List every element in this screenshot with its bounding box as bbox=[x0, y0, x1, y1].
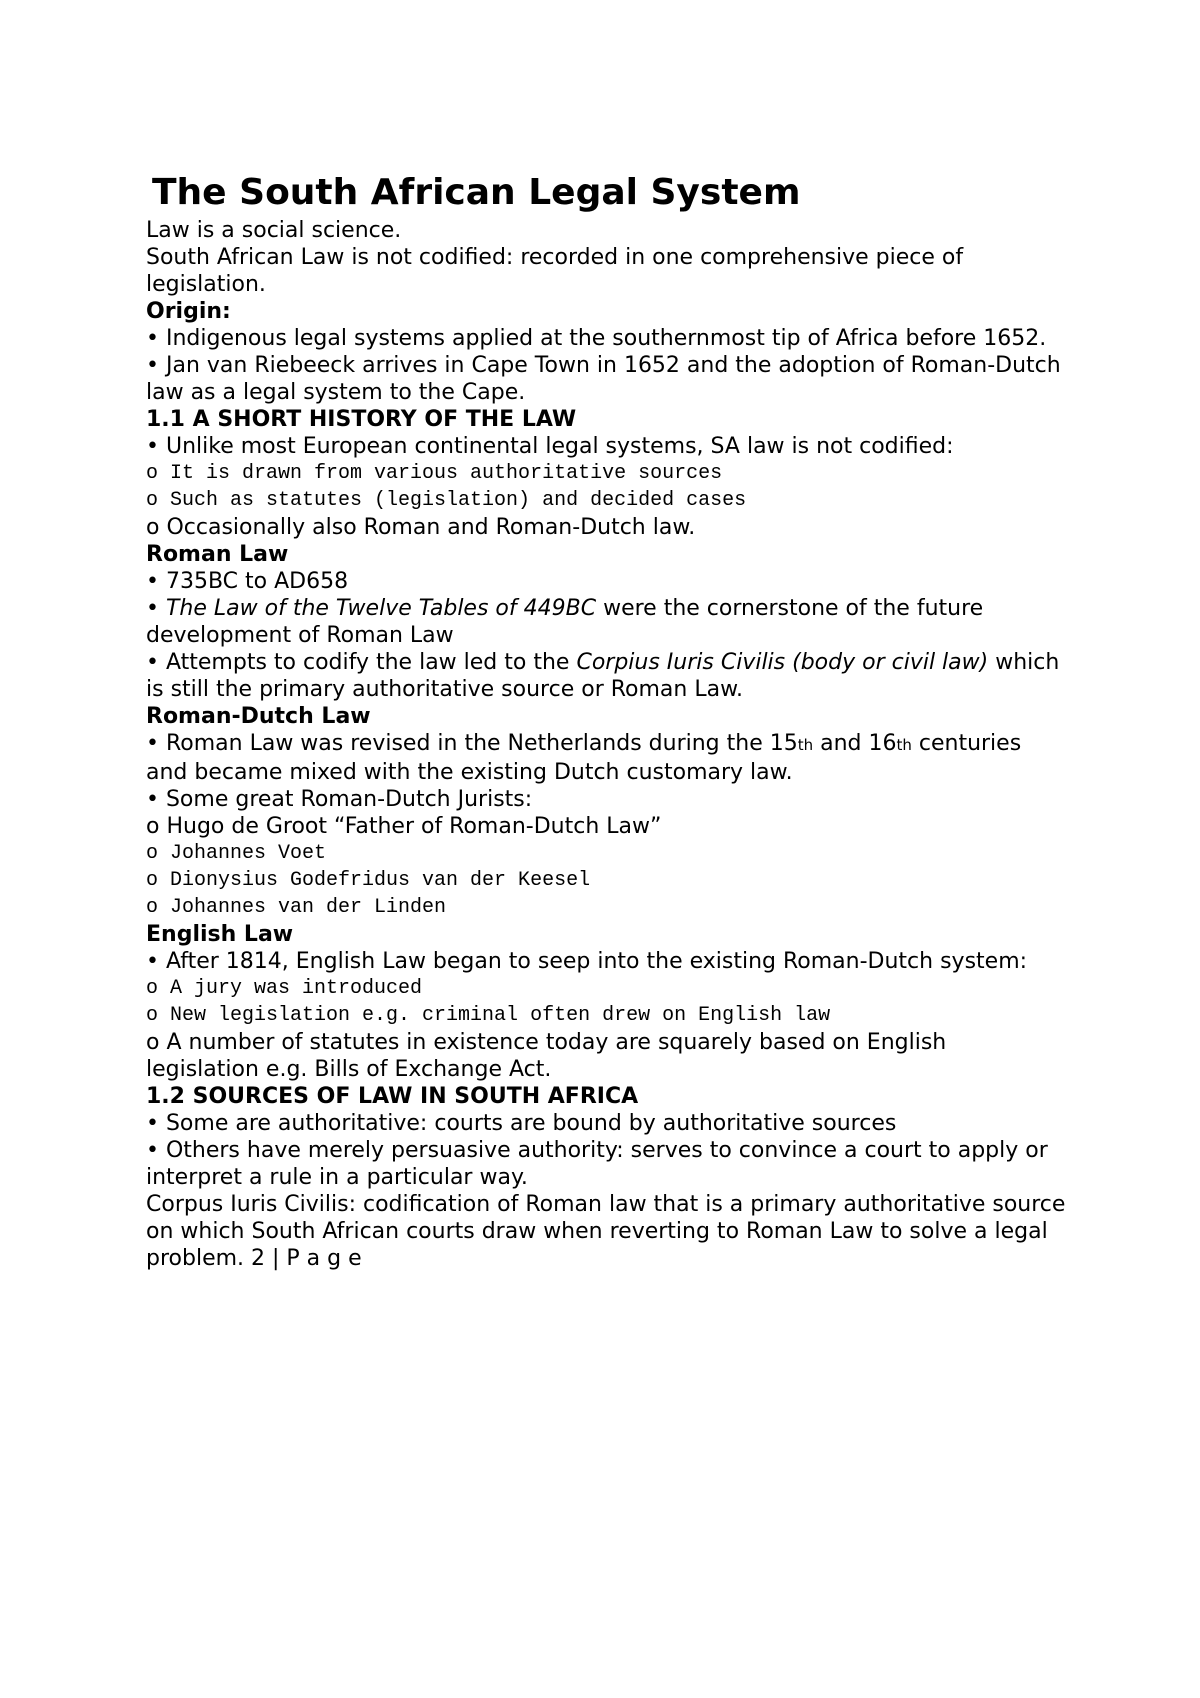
heading-english-law: English Law bbox=[146, 922, 294, 947]
paragraph-law-social-science: Law is a social science. bbox=[146, 218, 402, 243]
jurist-item-1: o Hugo de Groot “Father of Roman-Dutch Law” bbox=[146, 814, 662, 839]
document-body bbox=[146, 173, 1066, 1272]
roman-bullet-2-italic: The Law of the Twelve Tables of 449BC bbox=[165, 596, 597, 621]
english-sub-item-2: o New legislation e.g. criminal often drew on English law bbox=[146, 1004, 831, 1027]
jurist-item-3: o Dionysius Godefridus van der Keesel bbox=[146, 869, 591, 892]
heading-roman-dutch-law: Roman-Dutch Law bbox=[146, 704, 371, 729]
roman-bullet-2-prefix: • bbox=[146, 596, 166, 621]
rd-text-b: and 16 bbox=[813, 731, 897, 756]
sources-bullet-2: • Others have merely persuasive authority: serves to convince a court to apply or interpret a rule in a particular way. bbox=[146, 1138, 1048, 1190]
heading-short-history: 1.1 A SHORT HISTORY OF THE LAW bbox=[146, 407, 577, 432]
english-bullet-1: • After 1814, English Law began to seep into the existing Roman-Dutch system: bbox=[146, 949, 1028, 974]
roman-bullet-3 bbox=[146, 649, 1066, 703]
rd-text-a: • Roman Law was revised in the Netherlands during the 15 bbox=[146, 731, 798, 756]
rd-ordinal-2: th bbox=[896, 736, 912, 754]
jurist-item-2: o Johannes Voet bbox=[146, 842, 327, 865]
jurist-item-4: o Johannes van der Linden bbox=[146, 896, 447, 919]
roman-dutch-bullet-1 bbox=[146, 730, 1066, 786]
history-sub-item-1: o It is drawn from various authoritative sources bbox=[146, 462, 723, 485]
english-sub-item-1: o A jury was introduced bbox=[146, 977, 423, 1000]
rd-text-c: centuries and became mixed with the existing Dutch customary law. bbox=[146, 731, 1022, 785]
document-title: The South African Legal System bbox=[152, 172, 801, 213]
history-bullet-1: • Unlike most European continental legal systems, SA law is not codified: bbox=[146, 434, 954, 459]
roman-bullet-3-italic: Corpius Iuris Civilis (body or civil law) bbox=[576, 650, 989, 675]
history-sub-item-2: o Such as statutes (legislation) and decided cases bbox=[146, 489, 747, 512]
heading-roman-law: Roman Law bbox=[146, 542, 289, 567]
roman-bullet-3-rest: which is still the primary authoritative source or Roman Law. bbox=[146, 650, 1060, 702]
history-sub-item-3: o Occasionally also Roman and Roman-Dutch law. bbox=[146, 515, 696, 540]
roman-dutch-bullet-2: • Some great Roman-Dutch Jurists: bbox=[146, 787, 533, 812]
origin-bullet-1: • Indigenous legal systems applied at the southernmost tip of Africa before 1652. bbox=[146, 326, 1047, 351]
corpus-iuris-paragraph: Corpus Iuris Civilis: codification of Roman law that is a primary authoritative source on which South African courts draw when reverting to Roman Law to solve a legal problem. 2 | P a g e bbox=[146, 1192, 1066, 1271]
paragraph-not-codified: South African Law is not codified: recorded in one comprehensive piece of legislation. bbox=[146, 245, 964, 297]
roman-bullet-2-rest: were the cornerstone of the future development of Roman Law bbox=[146, 596, 984, 648]
rd-ordinal-1: th bbox=[797, 736, 814, 754]
sources-bullet-1: • Some are authoritative: courts are bound by authoritative sources bbox=[146, 1111, 897, 1136]
roman-bullet-3-prefix: • Attempts to codify the law led to the bbox=[146, 650, 577, 675]
roman-bullet-2 bbox=[146, 595, 1066, 649]
roman-bullet-1: • 735BC to AD658 bbox=[146, 569, 349, 594]
origin-bullet-2: • Jan van Riebeeck arrives in Cape Town in 1652 and the adoption of Roman-Dutch law as a legal system to the Cape. bbox=[146, 353, 1061, 405]
heading-sources-of-law: 1.2 SOURCES OF LAW IN SOUTH AFRICA bbox=[146, 1084, 639, 1109]
english-sub-item-3: o A number of statutes in existence today are squarely based on English legislation e.g. Bills of Exchange Act. bbox=[146, 1030, 947, 1082]
heading-origin: Origin: bbox=[146, 299, 231, 324]
